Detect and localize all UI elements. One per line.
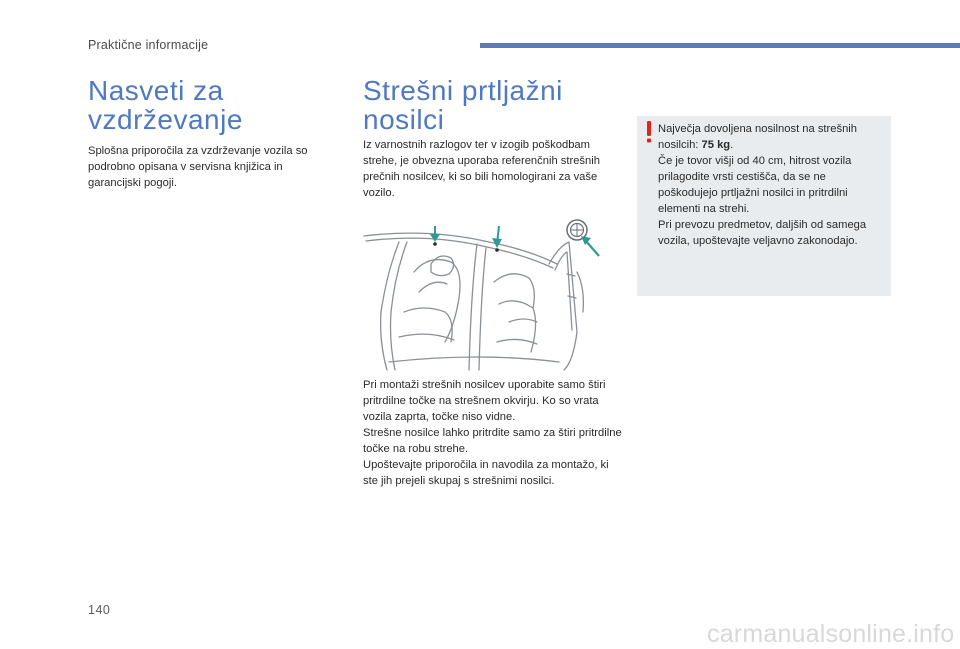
instruction-line: Strešne nosilce lahko pritrdite samo za štiri pritrdilne točke na robu strehe. — [363, 427, 622, 455]
instruction-line: Pri montaži strešnih nosilcev uporabite samo štiri pritrdilne točke na strešnem okvirju. Ko so vrata vozila zaprta, točke niso vidne. — [363, 379, 606, 423]
header-bar — [480, 43, 960, 48]
left-section-title: Nasveti za vzdrževanje — [88, 75, 243, 135]
watermark: carmanualsonline.info — [707, 620, 955, 648]
left-section-body: Splošna priporočila za vzdrževanje vozila so podrobno opisana v servisna knjižica in garancijski pogoji. — [88, 145, 308, 189]
instruction-line: Upoštevajte priporočila in navodila za montažo, ki ste jih prejeli skupaj s strešnimi nosilci. — [363, 459, 609, 487]
warning-law-line: Pri prevozu predmetov, daljših od samega vozila, upoštevajte veljavno zakonodajo. — [658, 219, 867, 247]
warning-load-suffix: . — [730, 139, 734, 151]
roof-bars-title: Strešni prtljažni nosilci — [363, 75, 563, 135]
car-roof-illustration — [359, 212, 609, 372]
warning-load-value: 75 kg — [701, 139, 731, 151]
roof-bars-instructions — [363, 377, 625, 489]
page-number: 140 — [88, 603, 111, 617]
section-header: Praktične informacije — [88, 38, 209, 52]
warning-text — [658, 121, 886, 249]
warning-speed-line: Če je tovor višji od 40 cm, hitrost vozila prilagodite vrsti cestišča, da se ne poškodujejo prtljažni nosilci in pritrdilni elementi na strehi. — [658, 155, 852, 215]
exclamation-icon — [645, 121, 653, 143]
warning-load-prefix: Največja dovoljena nosilnost na strešnih nosilcih: — [658, 123, 858, 151]
roof-bars-intro: Iz varnostnih razlogov ter v izogib poškodbam strehe, je obvezna uporaba referenčnih strešnih prečnih nosilcev, ki so bili homologirani za vaše vozilo. — [363, 139, 600, 199]
warning-load-line — [658, 121, 886, 153]
